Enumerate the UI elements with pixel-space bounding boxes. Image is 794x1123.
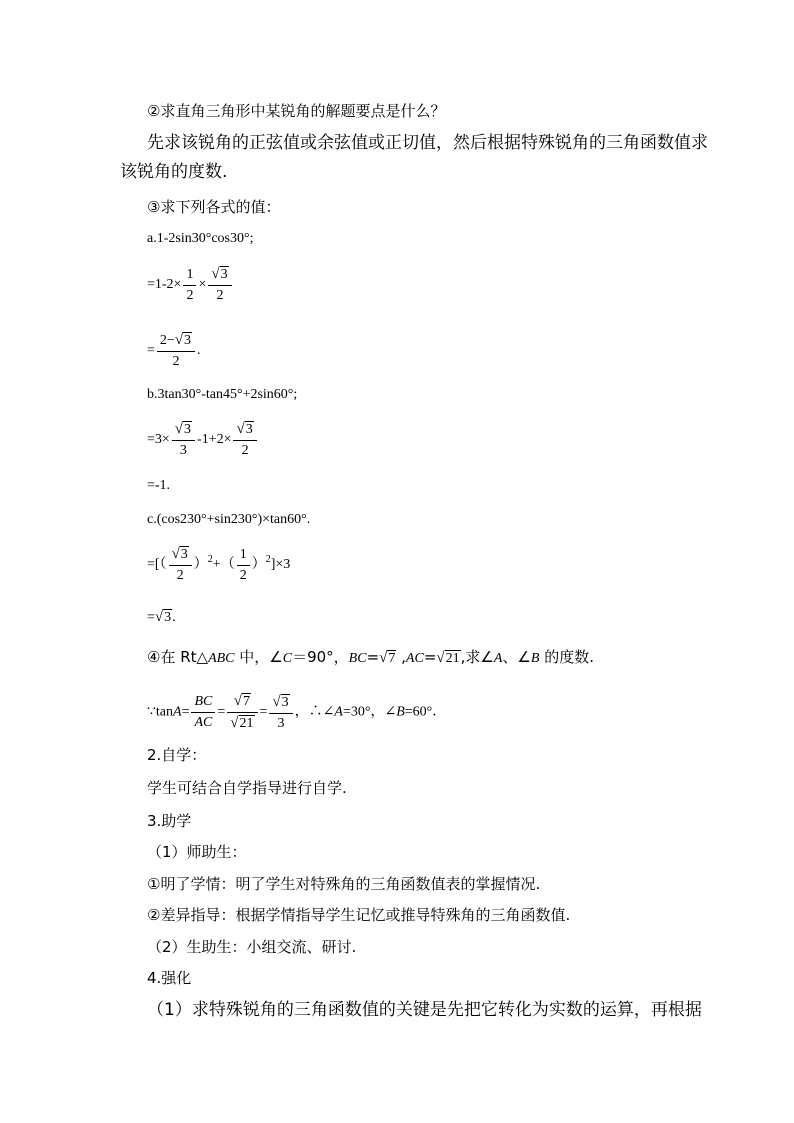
fraction: $\frac{2-√3}{2}$	[157, 331, 195, 371]
fraction: $\frac{1}{2}$	[237, 546, 250, 585]
fraction: $\frac{√3}{3}$	[172, 420, 195, 460]
sqrt: √3	[171, 546, 188, 562]
section-3-sub-1: （1）师助生：	[147, 843, 247, 861]
expr-c-step-2: =√3.	[147, 607, 176, 628]
section-2-text: 学生可结合自学指导进行自学.	[147, 779, 347, 797]
sqrt: √3	[174, 332, 192, 348]
sqrt: √3	[236, 421, 253, 437]
section-4-item-1: （1）求特殊锐角的三角函数值的关键是先把它转化为实数的运算，再根据	[147, 1000, 702, 1020]
fraction: $\frac{√3}{2}$	[233, 420, 256, 460]
solution-4: ∵tanA= $\frac{BC}{AC}$ = $\frac{√7}{√21}$ = $\frac{√3}{3}$ ，∴∠A=30°，∠B=60°．	[147, 693, 447, 731]
expr-c-step-1: =[（ $\frac{√3}{2}$ ）$^2$+（ $\frac{1}{2}$ ）$^2$]×3	[147, 546, 291, 583]
fraction: $\frac{√3}{3}$	[269, 693, 292, 733]
section-2-title: 2.自学：	[147, 746, 207, 764]
expr-a: a.1-2sin30°cos30°;	[147, 231, 254, 246]
expr-a-step-1: =1-2× $\frac{1}{2}$ × $\frac{√3}{2}$	[147, 265, 234, 305]
section-3-item-1: ①明了学情：明了学生对特殊角的三角函数值表的掌握情况.	[147, 875, 541, 893]
question-2: ②求直角三角形中某锐角的解题要点是什么？	[147, 102, 446, 120]
expr-b-step-1: =3× $\frac{√3}{3}$ -1+2× $\frac{√3}{2}$	[147, 420, 259, 460]
question-4: ④在 Rt△ABC 中，∠C＝90°，BC=√7 ,AC=√21,求∠A、∠B 的度数.	[147, 647, 594, 669]
section-3-sub-2: （2）生助生：小组交流、研讨.	[147, 938, 357, 956]
expr-b-step-2: =-1.	[147, 478, 171, 493]
question-3-heading: ③求下列各式的值：	[147, 198, 281, 216]
sqrt: √3	[154, 609, 172, 625]
fraction: $\frac{BC}{AC}$	[191, 693, 215, 732]
answer-2-line-1: 先求该锐角的正弦值或余弦值或正切值，然后根据特殊锐角的三角函数值求	[147, 133, 708, 153]
fraction: $\frac{1}{2}$	[183, 266, 196, 305]
expr-b: b.3tan30°-tan45°+2sin60°;	[147, 387, 298, 402]
sqrt: √7	[379, 650, 396, 666]
fraction: $\frac{√3}{2}$	[169, 545, 192, 585]
sqrt: √7	[233, 693, 251, 709]
section-3-title: 3.助学	[147, 812, 192, 830]
section-4-title: 4.强化	[147, 969, 192, 987]
sqrt: √3	[211, 266, 228, 282]
fraction	[227, 692, 257, 733]
expr-a-step-2: = $\frac{2-√3}{2}$ .	[147, 332, 201, 369]
sqrt: √3	[272, 693, 289, 710]
fraction: $\frac{√3}{2}$	[208, 265, 231, 305]
answer-2-line-2: 该锐角的度数.	[120, 162, 228, 182]
sqrt: √21	[436, 650, 460, 666]
expr-c: c.(cos230°+sin230°)×tan60°.	[147, 512, 311, 527]
sqrt: √21	[230, 715, 254, 731]
section-3-item-2: ②差异指导：根据学情指导学生记忆或推导特殊角的三角函数值.	[147, 906, 571, 924]
sqrt: √3	[174, 421, 192, 437]
